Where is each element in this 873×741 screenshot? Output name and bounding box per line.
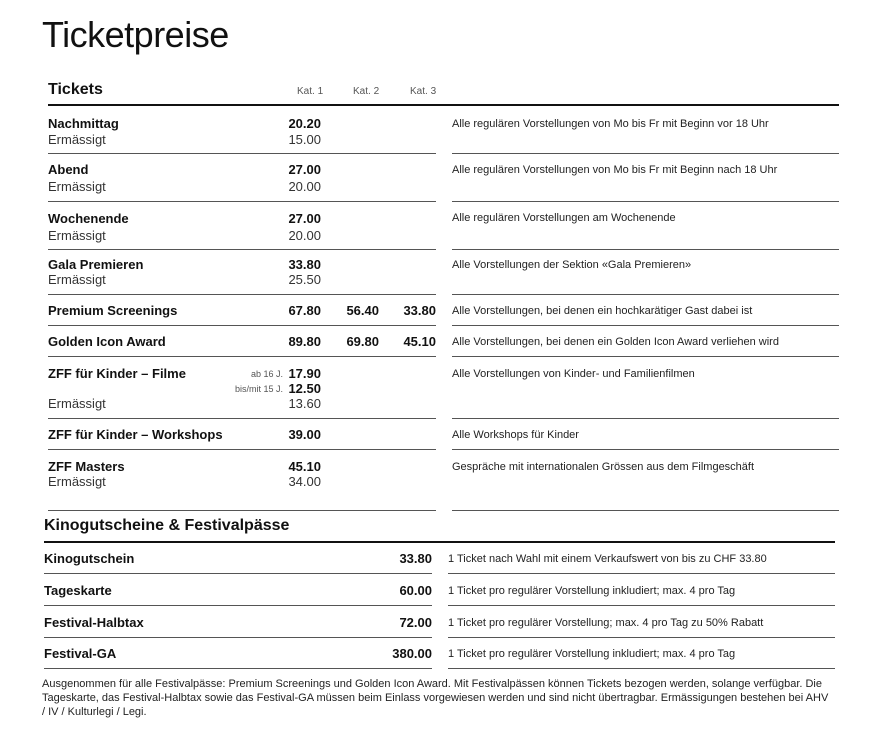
pass-name: Festival-GA [44,646,117,661]
row-description: Alle regulären Vorstellungen von Mo bis Fr mit Beginn nach 18 Uhr [452,164,778,176]
kat-2-header: Kat. 2 [353,86,380,97]
row-name: Wochenende [48,211,129,226]
price-kat2: 56.40 [346,303,379,318]
pass-name: Kinogutschein [44,551,135,566]
price-kat1: 67.80 [288,303,321,318]
page-title: Ticketpreise [42,14,229,55]
row-divider [48,449,436,450]
kat-1-header: Kat. 1 [297,86,324,97]
row-divider [452,294,839,295]
row-divider [452,510,839,511]
reduced-label: Ermässigt [48,228,106,243]
row-divider [48,294,436,295]
passes-heading: Kinogutscheine & Festivalpässe [44,517,290,534]
row-divider [44,605,432,606]
row-name: Gala Premieren [48,257,144,272]
row-divider [44,668,432,669]
reduced-label: Ermässigt [48,474,106,489]
row-description: Alle Vorstellungen, bei denen ein Golden Icon Award verliehen wird [452,336,779,348]
row-description: Alle regulären Vorstellungen am Wochenende [452,212,676,224]
row-divider [452,449,839,450]
row-divider [448,637,835,638]
age-label-under15: bis/mit 15 J. [234,384,283,394]
pass-price: 380.00 [392,646,432,661]
pass-description: 1 Ticket pro regulärer Vorstellung; max. 4 pro Tag zu 50% Rabatt [448,617,764,629]
price-kat3: 45.10 [403,334,436,349]
price-kat1: 39.00 [288,427,321,442]
row-divider [448,605,835,606]
price-kat1-under15: 12.50 [288,381,321,396]
reduced-label: Ermässigt [48,396,106,411]
row-description: Gespräche mit internationalen Grössen aus dem Filmgeschäft [452,461,755,473]
row-divider [48,153,436,154]
kat-3-header: Kat. 3 [410,86,437,97]
row-divider [48,418,436,419]
row-divider [452,356,839,357]
row-divider [452,249,839,250]
pass-name: Festival-Halbtax [44,615,144,630]
row-divider [448,573,835,574]
price-kat3: 33.80 [403,303,436,318]
row-name: Premium Screenings [48,303,178,318]
row-description: Alle Workshops für Kinder [452,429,579,441]
reduced-label: Ermässigt [48,179,106,194]
reduced-label: Ermässigt [48,132,106,147]
reduced-price: 15.00 [288,132,321,147]
row-name: Abend [48,162,89,177]
age-label-16plus: ab 16 J. [250,369,283,379]
price-kat2: 69.80 [346,334,379,349]
pass-description: 1 Ticket nach Wahl mit einem Verkaufswert von bis zu CHF 33.80 [448,553,767,565]
row-divider [44,573,432,574]
row-description: Alle regulären Vorstellungen von Mo bis Fr mit Beginn vor 18 Uhr [452,118,769,130]
tickets-heading: Tickets [48,81,103,98]
price-kat1: 33.80 [288,257,321,272]
row-name: Golden Icon Award [48,334,166,349]
reduced-price: 25.50 [288,272,321,287]
tickets-header-rule [48,104,839,106]
price-kat1: 27.00 [288,211,321,226]
price-kat1-16plus: 17.90 [288,366,321,381]
row-name: ZFF Masters [48,459,125,474]
reduced-price: 20.00 [288,228,321,243]
row-divider [48,249,436,250]
row-description: Alle Vorstellungen der Sektion «Gala Premieren» [452,259,692,271]
reduced-label: Ermässigt [48,272,106,287]
pass-price: 72.00 [399,615,432,630]
price-kat1: 89.80 [288,334,321,349]
row-divider [48,325,436,326]
price-kat1: 20.20 [288,116,321,131]
row-description: Alle Vorstellungen von Kinder- und Familienfilmen [452,368,695,380]
reduced-price: 20.00 [288,179,321,194]
pass-description: 1 Ticket pro regulärer Vorstellung inkludiert; max. 4 pro Tag [448,585,736,597]
pass-description: 1 Ticket pro regulärer Vorstellung inkludiert; max. 4 pro Tag [448,648,736,660]
reduced-price: 13.60 [288,396,321,411]
row-description: Alle Vorstellungen, bei denen ein hochkarätiger Gast dabei ist [452,305,753,317]
row-name: ZFF für Kinder – Filme [48,366,186,381]
price-kat1: 45.10 [288,459,321,474]
row-divider [48,510,436,511]
pass-price: 33.80 [399,551,432,566]
passes-header-rule [44,541,835,543]
pass-name: Tageskarte [44,583,112,598]
pass-price: 60.00 [399,583,432,598]
row-divider [452,201,839,202]
row-name: Nachmittag [48,116,119,131]
row-name: ZFF für Kinder – Workshops [48,427,223,442]
price-kat1: 27.00 [288,162,321,177]
row-divider [44,637,432,638]
row-divider [452,325,839,326]
footnote: Ausgenommen für alle Festivalpässe: Premium Screenings und Golden Icon Award. Mit Festivalpässen können Tickets bezogen werden, solange verfügbar. Die Tageskarte, das Festival-Halbtax sowie das Festival-GA müssen beim Einlass vorgewiesen werden und sind nicht übertragbar. Ermässigungen bestehen bei AHV / IV / Kulturlegi / Legi. [42,678,829,718]
row-divider [452,418,839,419]
row-divider [448,668,835,669]
reduced-price: 34.00 [288,474,321,489]
row-divider [48,201,436,202]
row-divider [48,356,436,357]
row-divider [452,153,839,154]
